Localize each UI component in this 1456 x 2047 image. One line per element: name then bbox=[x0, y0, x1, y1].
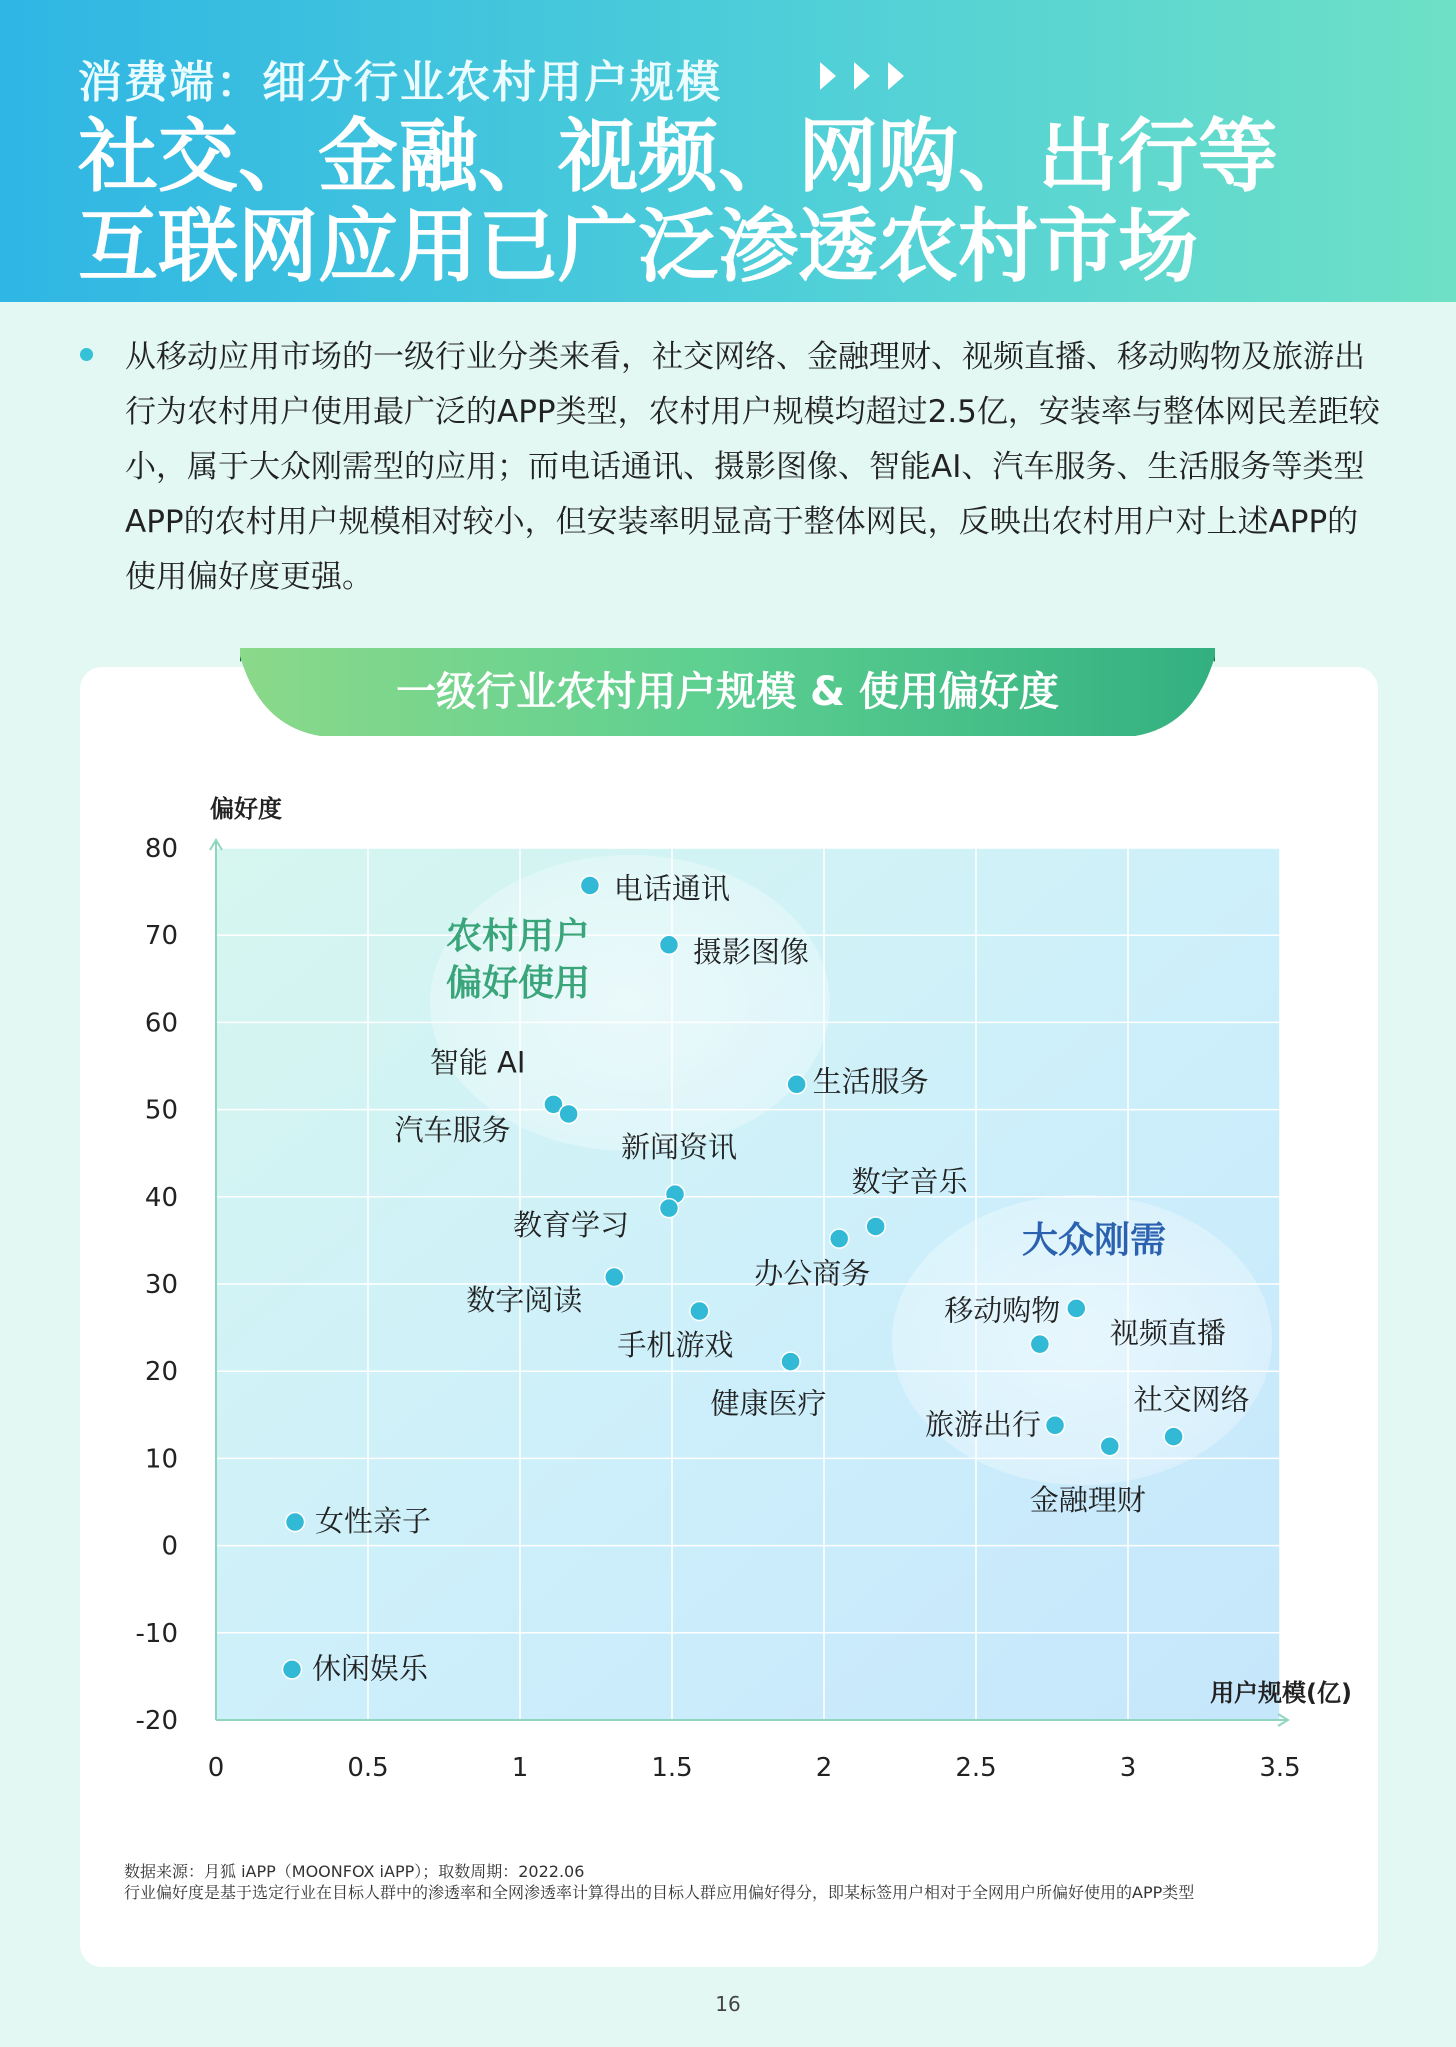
x-tick-label: 3.5 bbox=[1259, 1753, 1301, 1783]
data-label: 健康医疗 bbox=[710, 1386, 827, 1421]
data-label: 新闻资讯 bbox=[621, 1130, 738, 1165]
data-label: 摄影图像 bbox=[692, 934, 809, 969]
data-point bbox=[1046, 1416, 1065, 1435]
data-label: 社交网络 bbox=[1133, 1382, 1250, 1417]
data-label: 移动购物 bbox=[944, 1293, 1061, 1328]
data-label: 金融理财 bbox=[1029, 1483, 1146, 1518]
data-point bbox=[1067, 1299, 1086, 1318]
summary-paragraph: 从移动应用市场的一级行业分类来看，社交网络、金融理财、视频直播、移动购物及旅游出行为农村用户使用最广泛的APP类型，农村用户规模均超过2.5亿，安装率与整体网民差距较小，属于大众刚需型的应用；而电话通讯、摄影图像、智能AI、汽车服务、生活服务等类型APP的农村用户规模相对较小，但安装率明显高于整体网民，反映出农村用户对上述APP的使用偏好度更强。 bbox=[125, 339, 1380, 595]
data-point bbox=[781, 1352, 800, 1371]
data-point bbox=[830, 1229, 849, 1248]
y-tick-label: 10 bbox=[144, 1444, 178, 1475]
x-tick-label: 2.5 bbox=[955, 1753, 997, 1783]
data-label: 办公商务 bbox=[754, 1256, 871, 1291]
data-label: 智能 AI bbox=[429, 1045, 526, 1080]
page-number: 16 bbox=[715, 1992, 741, 2016]
y-tick-label: -20 bbox=[135, 1706, 178, 1736]
data-point bbox=[787, 1075, 806, 1094]
data-label: 教育学习 bbox=[512, 1208, 629, 1243]
data-point bbox=[1030, 1335, 1049, 1354]
y-tick-label: 50 bbox=[144, 1095, 178, 1126]
data-point bbox=[1100, 1437, 1119, 1456]
x-axis-label: 用户规模(亿) bbox=[1210, 1679, 1352, 1707]
header-subtitle: 消费端：细分行业农村用户规模 bbox=[78, 57, 722, 108]
y-tick-label: 60 bbox=[144, 1008, 178, 1039]
annotation-rural-preference: 农村用户 bbox=[446, 916, 591, 957]
x-tick-label: 0.5 bbox=[347, 1753, 389, 1783]
y-tick-label: 0 bbox=[161, 1531, 178, 1562]
data-point bbox=[283, 1660, 302, 1679]
data-label: 旅游出行 bbox=[925, 1407, 1042, 1442]
y-tick-label: 40 bbox=[144, 1182, 178, 1213]
data-label: 生活服务 bbox=[812, 1064, 929, 1099]
y-tick-label: 30 bbox=[144, 1270, 178, 1300]
x-tick-label: 1.5 bbox=[651, 1753, 693, 1783]
annotation-mass-demand: 大众刚需 bbox=[1022, 1220, 1167, 1261]
data-point bbox=[866, 1217, 885, 1236]
y-tick-label: 20 bbox=[144, 1357, 178, 1388]
data-label: 手机游戏 bbox=[617, 1328, 734, 1363]
y-axis-label: 偏好度 bbox=[210, 795, 282, 823]
y-tick-label: 70 bbox=[144, 921, 178, 952]
data-label: 女性亲子 bbox=[315, 1504, 432, 1539]
header-title-line-1: 社交、金融、视频、网购、出行等 bbox=[78, 110, 1278, 203]
footnote-note: 行业偏好度是基于选定行业在目标人群中的渗透率和全网渗透率计算得出的目标人群应用偏好得分，即某标签用户相对于全网用户所偏好使用的APP类型 bbox=[124, 1883, 1195, 1902]
x-tick-label: 2 bbox=[815, 1753, 833, 1783]
data-label: 休闲娱乐 bbox=[312, 1651, 429, 1686]
chart-title: 一级行业农村用户规模 & 使用偏好度 bbox=[396, 669, 1059, 715]
data-label: 电话通讯 bbox=[613, 871, 730, 906]
data-label: 视频直播 bbox=[1109, 1316, 1226, 1351]
data-point bbox=[580, 876, 599, 895]
x-tick-label: 1 bbox=[511, 1753, 529, 1783]
data-point bbox=[1164, 1427, 1183, 1446]
header-title-line-2: 互联网应用已广泛渗透农村市场 bbox=[78, 200, 1198, 293]
data-point bbox=[659, 935, 678, 954]
y-tick-label: 80 bbox=[144, 834, 178, 864]
data-label: 数字音乐 bbox=[851, 1164, 968, 1199]
footnote-source: 数据来源：月狐 iAPP（MOONFOX iAPP）；取数周期：2022.06 bbox=[124, 1862, 585, 1881]
data-point bbox=[659, 1199, 678, 1218]
x-tick-label: 0 bbox=[207, 1753, 225, 1783]
data-label: 数字阅读 bbox=[466, 1283, 583, 1318]
annotation-rural-preference-line2: 偏好使用 bbox=[446, 963, 591, 1004]
data-point bbox=[286, 1513, 305, 1532]
data-point bbox=[559, 1104, 578, 1123]
data-point bbox=[605, 1268, 624, 1287]
data-label: 汽车服务 bbox=[394, 1112, 511, 1147]
y-tick-label: -10 bbox=[135, 1618, 178, 1649]
data-point bbox=[690, 1302, 709, 1321]
x-tick-label: 3 bbox=[1119, 1753, 1137, 1783]
